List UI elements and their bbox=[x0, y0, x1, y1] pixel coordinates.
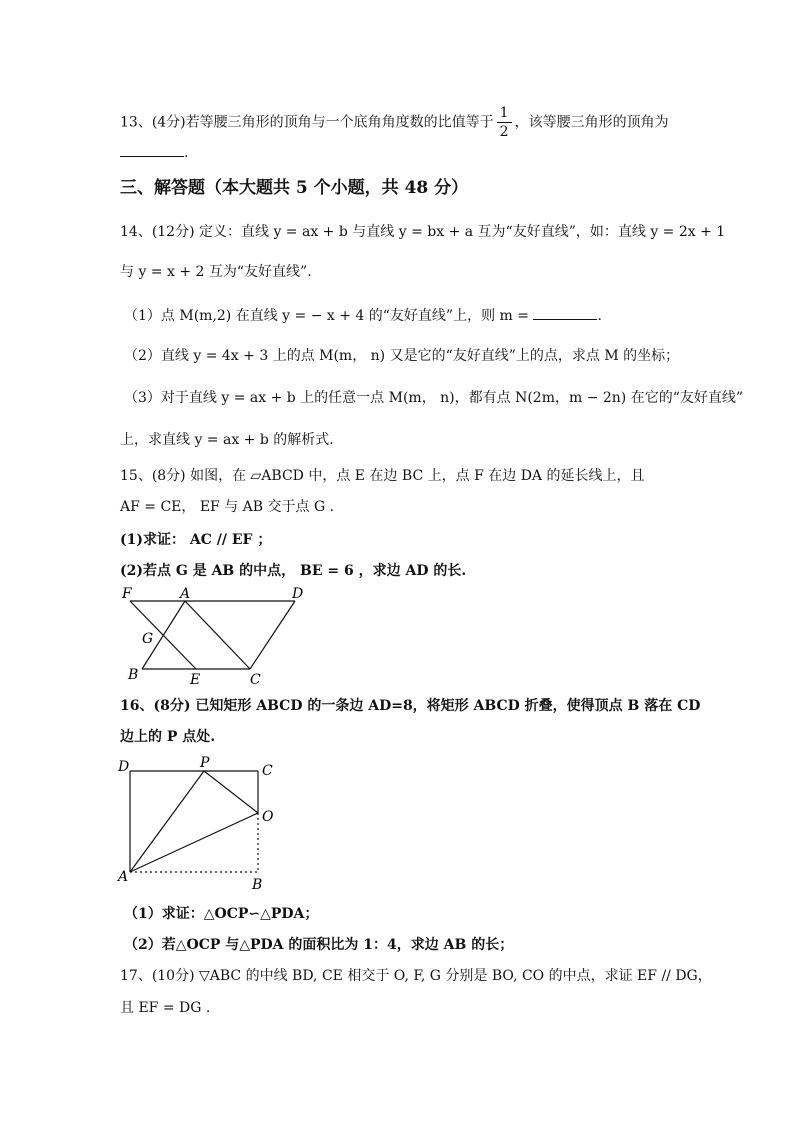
q16-label-O: O bbox=[262, 809, 274, 825]
q13-frac-num: 1 bbox=[497, 104, 512, 123]
q15-label-E: E bbox=[190, 672, 201, 686]
q13-prefix: 13、(4分)若等腰三角形的顶角与一个底角角度数的比值等于 bbox=[120, 114, 494, 131]
q16-label-D: D bbox=[118, 759, 130, 775]
q15-part2: (2)若点 G 是 AB 的中点， BE = 6 ，求边 AD 的长. bbox=[120, 563, 467, 579]
q15-line-AC bbox=[185, 601, 250, 669]
q15-label-B: B bbox=[128, 667, 139, 683]
q15-line2: AF = CE， EF 与 AB 交于点 G . bbox=[120, 499, 335, 515]
q13-answer-blank[interactable] bbox=[120, 142, 184, 157]
q14-part1-text: （1）点 M(m,2) 在直线 y = − x + 4 的“友好直线”上，则 m = bbox=[124, 308, 529, 324]
q13-suffix: ，该等腰三角形的顶角为 bbox=[514, 114, 669, 131]
q15-line1: 15、(8分) 如图，在 ▱ABCD 中，点 E 在边 BC 上，点 F 在边 DA 的延长线上，且 bbox=[120, 468, 645, 484]
q16-line-PO bbox=[204, 771, 258, 813]
q17-line2: 且 EF = DG . bbox=[120, 1000, 211, 1016]
q16-line-AO bbox=[130, 813, 258, 872]
q15-label-G: G bbox=[142, 631, 154, 647]
q14-line1: 14、(12分) 定义：直线 y = ax + b 与直线 y = bx + a 互为“友好直线”，如：直线 y = 2x + 1 bbox=[120, 224, 726, 240]
q15-parallelogram-figure bbox=[120, 586, 320, 686]
q16-label-P: P bbox=[200, 755, 210, 771]
section3-title: 三、解答题（本大题共 5 个小题，共 48 分） bbox=[120, 178, 469, 198]
q15-label-C: C bbox=[250, 672, 261, 686]
q13-end: . bbox=[184, 145, 189, 161]
q14-part1-end: . bbox=[597, 308, 602, 324]
q14-part1 bbox=[124, 305, 602, 326]
q13-stem bbox=[120, 104, 669, 141]
q14-line2: 与 y = x + 2 互为“友好直线”. bbox=[120, 264, 312, 280]
q16-rectangle-figure bbox=[116, 755, 276, 895]
q15-label-A: A bbox=[180, 586, 191, 602]
q14-part2: （2）直线 y = 4x + 3 上的点 M(m， n) 又是它的“友好直线”上的点，求点 M 的坐标； bbox=[124, 348, 680, 364]
q15-line-FE bbox=[130, 601, 196, 669]
q13-answer-line bbox=[120, 142, 188, 163]
q15-label-F: F bbox=[122, 586, 132, 602]
q15-label-D: D bbox=[292, 586, 304, 602]
q16-label-B: B bbox=[252, 877, 263, 893]
q16-line1: 16、(8分) 已知矩形 ABCD 的一条边 AD=8，将矩形 ABCD 折叠，使得顶点 B 落在 CD bbox=[120, 698, 701, 714]
q16-part1: （1）求证：△OCP∽△PDA； bbox=[124, 906, 319, 922]
q14-part3: （3）对于直线 y = ax + b 上的任意一点 M(m， n)，都有点 N(2m，m − 2n) 在它的“友好直线” bbox=[124, 390, 744, 406]
q16-part2: （2）若△OCP 与△PDA 的面积比为 1：4，求边 AB 的长； bbox=[124, 937, 514, 953]
q14-part1-blank[interactable] bbox=[533, 305, 597, 320]
q16-label-A: A bbox=[118, 869, 129, 885]
q14-part3-cont: 上，求直线 y = ax + b 的解析式. bbox=[120, 432, 334, 448]
q17-line1: 17、(10分) ▽ABC 的中线 BD, CE 相交于 O, F, G 分别是 BO, CO 的中点，求证 EF // DG， bbox=[120, 968, 712, 984]
q16-label-C: C bbox=[262, 763, 273, 779]
q13-frac-den: 2 bbox=[499, 124, 509, 140]
q13-fraction bbox=[497, 104, 512, 141]
q16-line2: 边上的 P 点处. bbox=[120, 729, 216, 745]
q15-part1: (1)求证： AC // EF ； bbox=[120, 532, 272, 548]
q15-line-CD bbox=[250, 601, 295, 669]
q16-line-AP bbox=[130, 771, 204, 872]
